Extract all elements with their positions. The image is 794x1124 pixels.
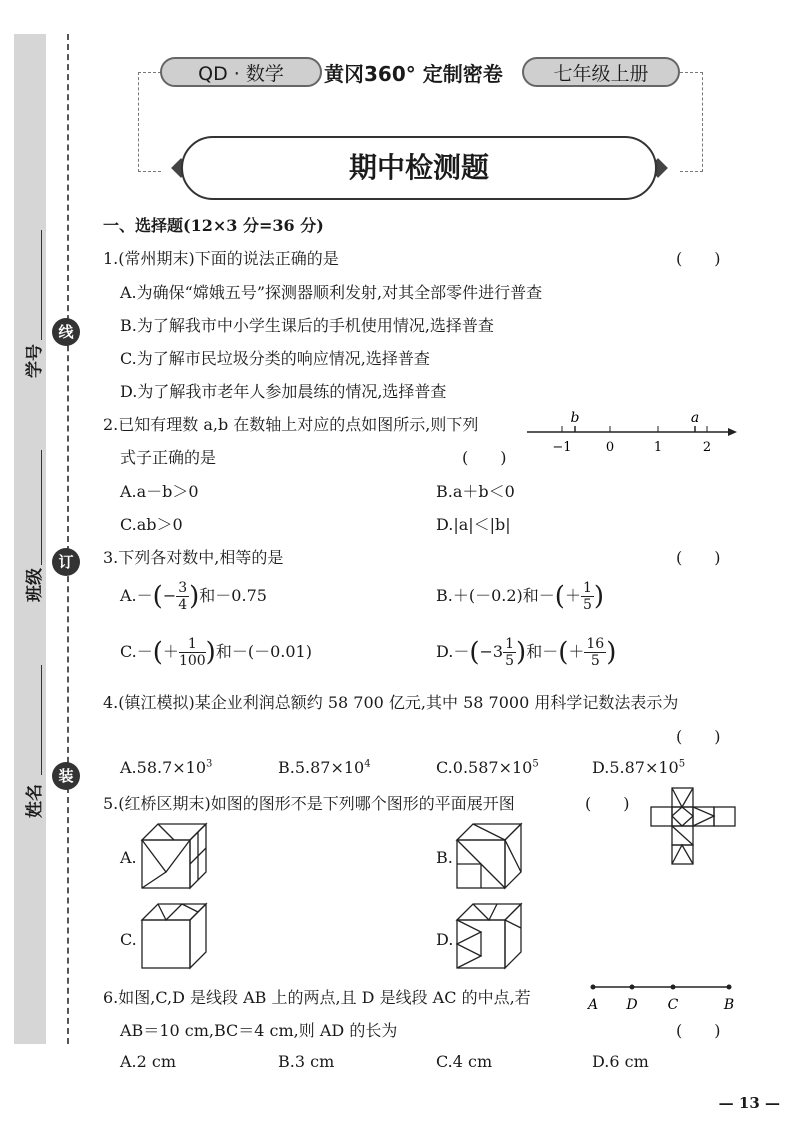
student-id-blank[interactable] [41, 230, 42, 340]
point-label-b: B [723, 997, 735, 1013]
point-label-c: C [667, 997, 679, 1013]
binding-mark-zhuang: 装 [52, 762, 80, 790]
q3-b-fraction: $\frac{1}{5}$ [582, 580, 592, 613]
grade-tag: 七年级上册 [522, 57, 680, 87]
q6-stem-line1: 6.如图,C,D 是线段 AB 上的两点,且 D 是线段 AC 的中点,若 [103, 988, 531, 1007]
name-label: 姓名 [25, 784, 45, 818]
tick-label-2: 2 [702, 440, 712, 455]
class-blank[interactable] [41, 450, 42, 565]
tick-label-neg1: −1 [552, 440, 572, 455]
q5-option-d[interactable]: D. [436, 930, 454, 949]
q4-option-a[interactable]: $A.58.7\times 10^3$ [120, 758, 213, 777]
q4-option-d[interactable]: $D.5.87\times 10^5$ [592, 758, 686, 777]
q2-option-b[interactable]: B.a＋b＜0 [436, 482, 515, 501]
q3-a-fraction: $\frac{3}{4}$ [178, 580, 188, 613]
q5-option-c[interactable]: C. [120, 930, 137, 949]
q5-cube-c [140, 902, 210, 972]
q3-answer-blank[interactable]: ( ) [676, 548, 721, 567]
q1-option-d[interactable]: D.为了解我市老年人参加晨练的情况,选择普查 [120, 382, 447, 401]
student-id-label: 学号 [25, 344, 45, 378]
number-line-figure [525, 408, 740, 458]
q3-d-whole: 3 [492, 642, 504, 661]
q5-cube-a [140, 822, 210, 892]
binding-mark-ding: 订 [52, 548, 80, 576]
q2-option-a[interactable]: A.a－b＞0 [120, 482, 199, 501]
class-label: 班级 [25, 568, 45, 602]
tick-label-1: 1 [653, 440, 663, 455]
q3-option-c[interactable]: C.－(＋ $\frac{1}{100}$ )和－(－0.01) [120, 636, 312, 669]
subject-tag: QD · 数学 [160, 57, 322, 87]
tick-label-0: 0 [605, 440, 615, 455]
q1-stem: 1.(常州期末)下面的说法正确的是 [103, 249, 339, 268]
series-name: 黄冈360° 定制密卷 [324, 62, 503, 86]
page-title: 期中检测题 [181, 136, 657, 200]
q3-a-suffix: 和－0.75 [199, 586, 267, 605]
q3-d-fraction: $\frac{1}{5}$ [505, 636, 515, 669]
segment-figure [585, 975, 740, 1015]
q1-answer-blank[interactable]: ( ) [676, 249, 721, 268]
header-frame-left [138, 72, 161, 172]
q3-d-mid: 和－ [526, 642, 559, 661]
cut-line [67, 34, 69, 1044]
page-number: — 13 — [718, 1094, 780, 1112]
axis-label-b: b [570, 410, 580, 426]
q6-option-a[interactable]: A.2 cm [120, 1052, 177, 1071]
q3-d-fraction2: $\frac{16}{5}$ [586, 636, 605, 669]
q3-option-d[interactable]: D.－(−3 $\frac{1}{5}$ )和－(＋ $\frac{16}{5}$ ) [436, 636, 617, 669]
q4-option-c[interactable]: $C.0.587\times 10^5$ [436, 758, 539, 777]
q2-stem-line1: 2.已知有理数 a,b 在数轴上对应的点如图所示,则下列 [103, 415, 479, 434]
q3-a-prefix: A.－ [120, 586, 153, 605]
q3-d-prefix: D.－ [436, 642, 470, 661]
q1-option-a[interactable]: A.为确保“嫦娥五号”探测器顺利发射,对其全部零件进行普查 [120, 283, 543, 302]
q5-option-b[interactable]: B. [436, 848, 453, 867]
point-label-a: A [587, 997, 599, 1013]
q6-option-d[interactable]: D.6 cm [592, 1052, 649, 1071]
q4-option-b[interactable]: $B.5.87\times 10^4$ [278, 758, 371, 777]
cube-net-figure [648, 786, 738, 866]
header-frame-right [680, 72, 703, 172]
q6-option-c[interactable]: C.4 cm [436, 1052, 493, 1071]
q3-option-b[interactable]: B.＋(－0.2)和－(＋ $\frac{1}{5}$ ) [436, 580, 605, 613]
q4-answer-blank[interactable]: ( ) [676, 727, 721, 746]
q2-stem-line2: 式子正确的是 [120, 448, 217, 467]
q3-c-prefix: C.－ [120, 642, 153, 661]
axis-label-a: a [690, 410, 700, 426]
q3-option-a[interactable]: A.－(− $\frac{3}{4}$ )和－0.75 [120, 580, 267, 613]
q2-option-c[interactable]: C.ab＞0 [120, 515, 183, 534]
q2-answer-blank[interactable]: ( ) [462, 448, 507, 467]
q3-b-prefix: B.＋(－0.2)和－ [436, 586, 555, 605]
q5-answer-blank[interactable]: ( ) [585, 794, 630, 813]
binding-mark-xian: 线 [52, 318, 80, 346]
q3-c-suffix: 和－(－0.01) [215, 642, 312, 661]
q1-option-b[interactable]: B.为了解我市中小学生课后的手机使用情况,选择普查 [120, 316, 494, 335]
q3-stem: 3.下列各对数中,相等的是 [103, 548, 284, 567]
q5-stem: 5.(红桥区期末)如图的图形不是下列哪个图形的平面展开图 [103, 794, 515, 813]
q3-c-fraction: $\frac{1}{100}$ [178, 636, 206, 669]
q6-answer-blank[interactable]: ( ) [676, 1021, 721, 1040]
name-blank[interactable] [41, 665, 42, 775]
q1-option-c[interactable]: C.为了解市民垃圾分类的响应情况,选择普查 [120, 349, 430, 368]
point-label-d: D [626, 997, 638, 1013]
section-heading: 一、选择题(12×3 分=36 分) [103, 216, 324, 235]
q5-cube-d [455, 902, 525, 972]
q4-stem: 4.(镇江模拟)某企业利润总额约 58 700 亿元,其中 58 7000 用科学记数法表示为 [103, 693, 679, 712]
q5-cube-b [455, 822, 525, 892]
q2-option-d[interactable]: D.|a|＜|b| [436, 515, 511, 534]
q5-option-a[interactable]: A. [120, 848, 137, 867]
q6-stem-line2: AB＝10 cm,BC＝4 cm,则 AD 的长为 [120, 1021, 398, 1040]
q6-option-b[interactable]: B.3 cm [278, 1052, 335, 1071]
